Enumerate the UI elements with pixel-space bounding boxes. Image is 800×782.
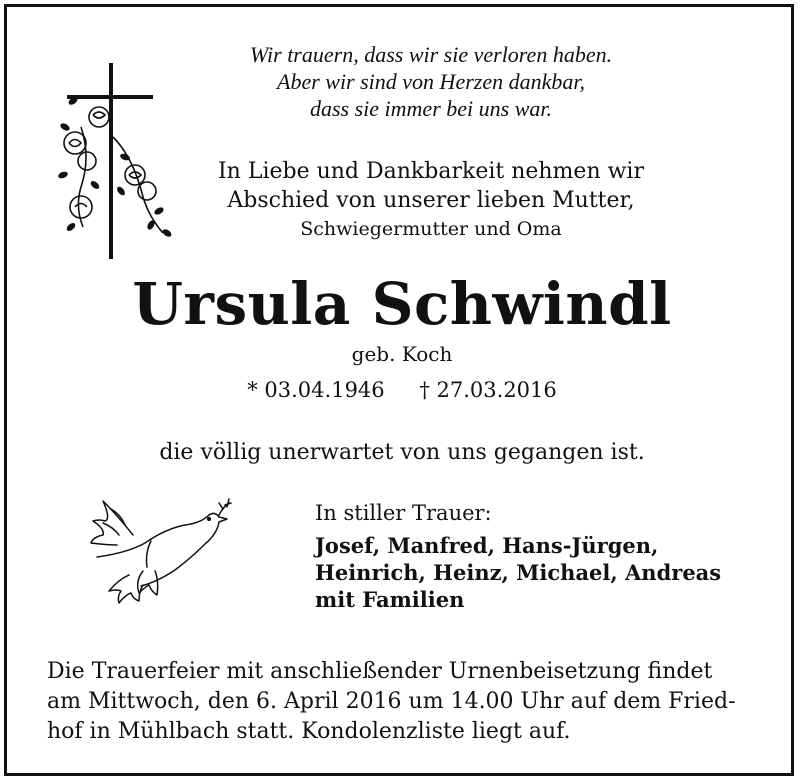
intro-line: Abschied von unserer lieben Mutter, bbox=[227, 188, 635, 213]
deceased-name: Ursula Schwindl bbox=[132, 270, 672, 338]
intro-line: Schwiegermutter und Oma bbox=[300, 218, 562, 240]
verse-line: Aber wir sind von Herzen dankbar, bbox=[277, 69, 585, 94]
funeral-line: am Mittwoch, den 6. April 2016 um 14.00 Uhr auf dem Fried- bbox=[47, 689, 736, 714]
verse bbox=[157, 41, 705, 122]
funeral-line: Die Trauerfeier mit anschließender Urnenbeisetzung findet bbox=[47, 659, 713, 684]
verse-line: Wir trauern, dass wir sie verloren haben. bbox=[249, 42, 613, 67]
mourners-line: Heinrich, Heinz, Michael, Andreas bbox=[315, 560, 722, 585]
birth-name: geb. Koch bbox=[351, 342, 453, 366]
dove-with-branch-icon bbox=[89, 495, 239, 605]
mourners-line: Josef, Manfred, Hans-Jürgen, bbox=[315, 533, 659, 558]
intro-line: In Liebe und Dankbarkeit nehmen wir bbox=[217, 159, 644, 184]
death-date: † 27.03.2016 bbox=[419, 378, 557, 402]
mourners-line: mit Familien bbox=[315, 587, 465, 612]
obituary-notice bbox=[4, 4, 794, 776]
statement: die völlig unerwartet von uns gegangen ist. bbox=[159, 440, 645, 465]
verse-line: dass sie immer bei uns war. bbox=[309, 96, 552, 121]
mourners-label: In stiller Trauer: bbox=[315, 501, 492, 525]
funeral-line: hof in Mühlbach statt. Kondolenzliste liegt auf. bbox=[47, 719, 571, 744]
funeral-details bbox=[47, 657, 767, 747]
life-dates bbox=[7, 376, 797, 404]
mourners bbox=[315, 498, 775, 613]
mourners-names bbox=[315, 532, 775, 613]
intro-text bbox=[157, 157, 705, 244]
birth-date: * 03.04.1946 bbox=[247, 378, 385, 402]
